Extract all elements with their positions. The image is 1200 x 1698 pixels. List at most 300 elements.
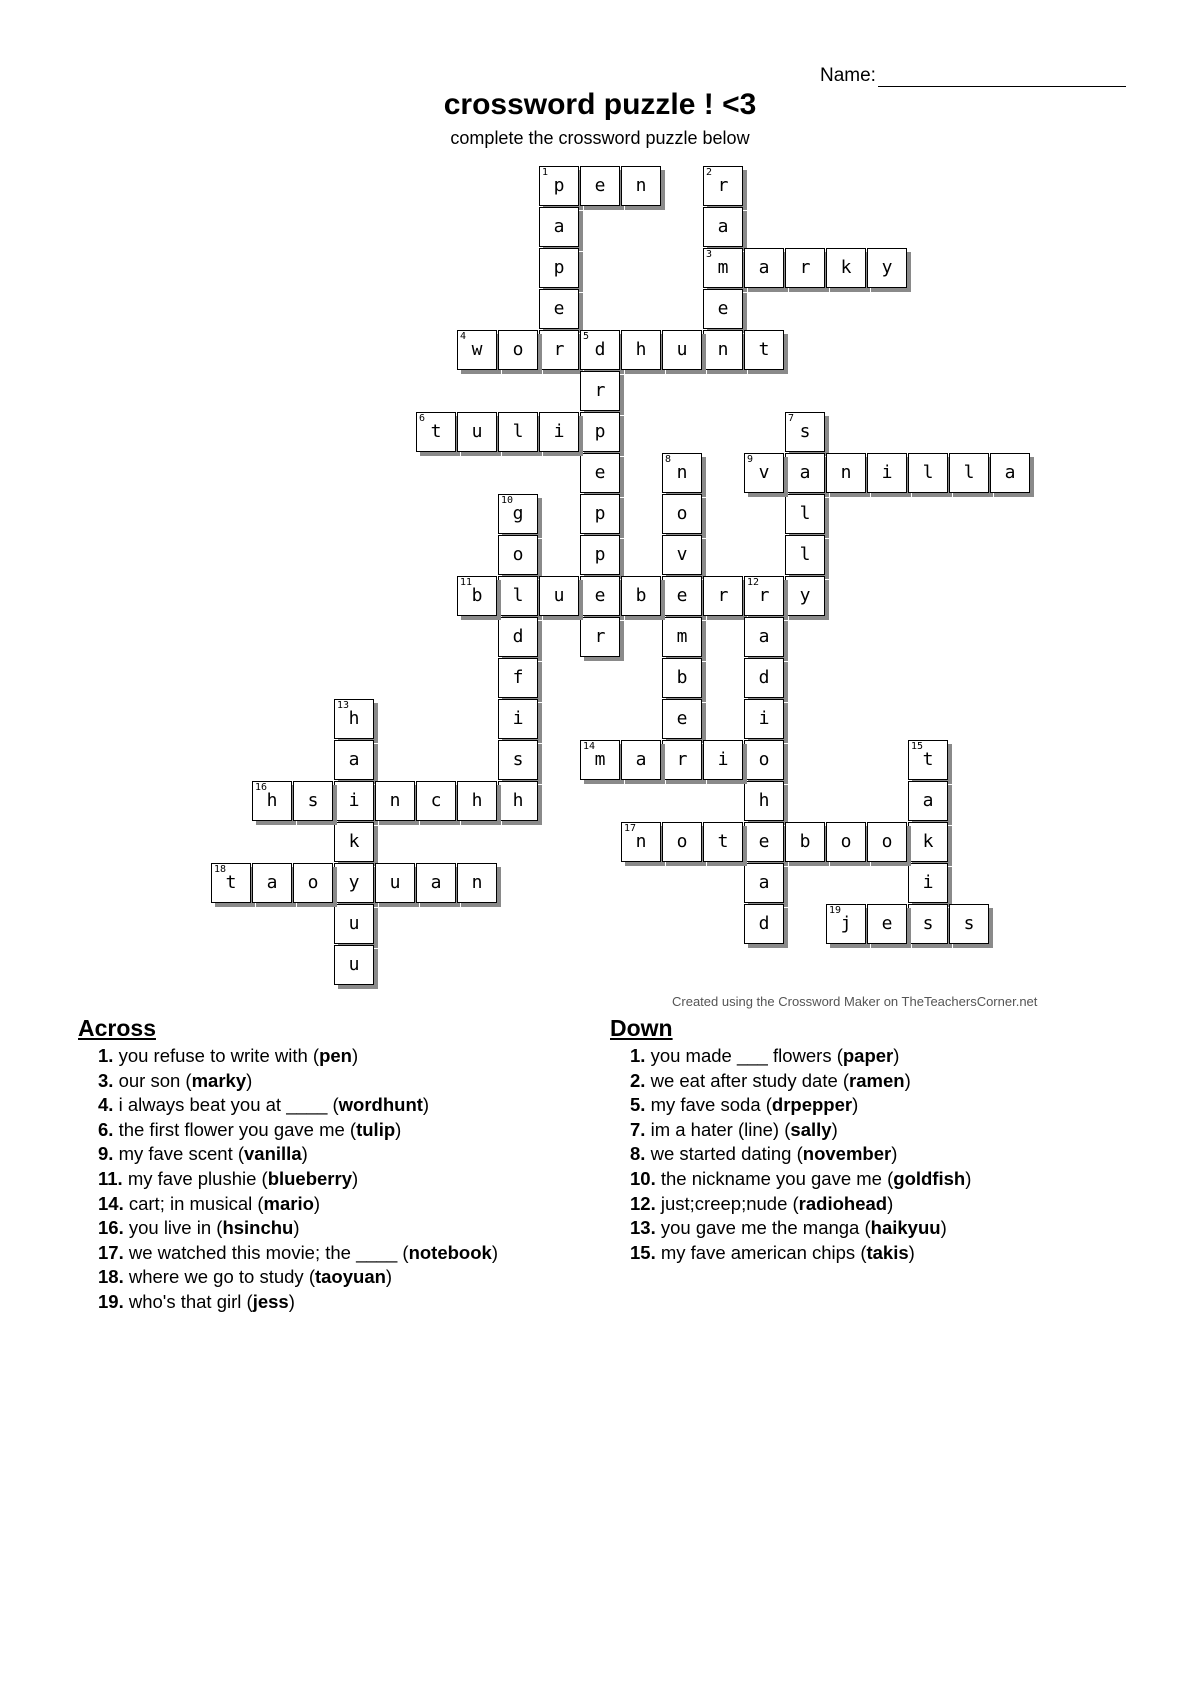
cell-letter: a xyxy=(266,872,278,893)
grid-cell[interactable] xyxy=(252,863,292,903)
clue-number: 16. xyxy=(98,1217,124,1239)
grid-cell[interactable] xyxy=(211,863,251,903)
clue-text: i always beat you at ____ ( xyxy=(113,1094,339,1116)
cell-letter: l xyxy=(512,421,524,442)
cell-letter: k xyxy=(840,257,852,278)
grid-cell[interactable] xyxy=(416,412,456,452)
clue-answer: wordhunt xyxy=(338,1094,423,1116)
clue-text: my fave plushie ( xyxy=(122,1167,268,1189)
cell-letter: b xyxy=(676,667,688,688)
grid-cell[interactable] xyxy=(252,781,292,821)
cell-letter: n xyxy=(471,872,483,893)
grid-cell[interactable] xyxy=(744,248,784,288)
cell-letter: n xyxy=(635,175,647,196)
cell-letter: u xyxy=(553,585,565,606)
clue-number: 19 xyxy=(829,905,842,916)
clue-text: we watched this movie; the ____ ( xyxy=(123,1241,409,1263)
clue-text-end: ) xyxy=(351,1045,359,1066)
clue-text-end: ) xyxy=(831,1118,838,1140)
grid-cell[interactable] xyxy=(375,781,415,821)
grid-cell[interactable] xyxy=(908,904,948,944)
grid-cell[interactable] xyxy=(703,289,743,329)
clue-item xyxy=(98,1142,498,1167)
grid-cell[interactable] xyxy=(744,617,784,657)
grid-cell[interactable] xyxy=(662,617,702,657)
grid-cell[interactable] xyxy=(580,740,620,780)
clue-text: you live in ( xyxy=(123,1217,223,1239)
cell-letter: a xyxy=(1004,462,1016,483)
cell-letter: a xyxy=(799,462,811,483)
grid-cell[interactable] xyxy=(580,453,620,493)
grid-cell[interactable] xyxy=(826,453,866,493)
clue-item xyxy=(630,1118,971,1143)
clue-number: 13. xyxy=(630,1217,656,1239)
cell-letter: o xyxy=(512,339,524,360)
cell-letter: k xyxy=(348,831,360,852)
grid-cell[interactable] xyxy=(580,371,620,411)
cell-letter: i xyxy=(348,790,360,811)
grid-cell[interactable] xyxy=(334,863,374,903)
grid-cell[interactable] xyxy=(498,412,538,452)
clue-text-end: ) xyxy=(940,1217,947,1239)
cell-letter: e xyxy=(676,585,688,606)
clue-answer: november xyxy=(802,1143,892,1165)
cell-letter: s xyxy=(922,913,934,934)
grid-cell[interactable] xyxy=(703,207,743,247)
cell-letter: m xyxy=(676,626,688,647)
cell-letter: e xyxy=(717,298,729,319)
clue-answer: ramen xyxy=(849,1069,905,1091)
cell-letter: o xyxy=(676,831,688,852)
grid-cell[interactable] xyxy=(580,494,620,534)
cell-letter: h xyxy=(348,708,360,729)
clue-number: 9 xyxy=(747,454,754,465)
cell-letter: t xyxy=(430,421,442,442)
cell-letter: s xyxy=(963,913,975,934)
clue-text: we eat after study date ( xyxy=(645,1069,850,1091)
across-heading: Across xyxy=(78,1015,156,1041)
cell-letter: o xyxy=(307,872,319,893)
clue-number: 17. xyxy=(98,1241,124,1263)
cell-letter: d xyxy=(758,667,770,688)
clue-text: im a hater (line) ( xyxy=(645,1118,791,1140)
clue-item xyxy=(98,1118,498,1143)
grid-cell[interactable] xyxy=(334,740,374,780)
clue-item xyxy=(98,1093,498,1118)
down-clue-list xyxy=(610,1044,971,1265)
clue-number: 10 xyxy=(501,495,514,506)
cell-letter: g xyxy=(512,503,524,524)
clue-number: 14. xyxy=(98,1192,124,1214)
grid-cell[interactable] xyxy=(580,330,620,370)
cell-letter: i xyxy=(512,708,524,729)
clue-item xyxy=(98,1044,498,1069)
grid-cell[interactable] xyxy=(949,453,989,493)
clue-item xyxy=(630,1241,971,1266)
cell-letter: u xyxy=(348,954,360,975)
clue-number: 4. xyxy=(98,1094,114,1116)
clue-text-end: ) xyxy=(887,1192,894,1214)
grid-cell[interactable] xyxy=(744,658,784,698)
cell-letter: m xyxy=(594,749,606,770)
cell-letter: y xyxy=(881,257,893,278)
grid-cell[interactable] xyxy=(744,330,784,370)
grid-cell[interactable] xyxy=(334,945,374,985)
cell-letter: i xyxy=(717,749,729,770)
clue-answer: jess xyxy=(252,1290,289,1312)
clue-number: 9. xyxy=(98,1143,114,1165)
clue-text-end: ) xyxy=(893,1045,900,1066)
cell-letter: r xyxy=(799,257,811,278)
cell-letter: e xyxy=(553,298,565,319)
grid-cell[interactable] xyxy=(498,576,538,616)
cell-letter: r xyxy=(594,626,606,647)
grid-cell[interactable] xyxy=(457,412,497,452)
clue-item xyxy=(630,1167,971,1192)
clue-text: the first flower you gave me ( xyxy=(113,1118,357,1140)
grid-cell[interactable] xyxy=(703,166,743,206)
grid-cell[interactable] xyxy=(621,330,661,370)
clue-text: my fave scent ( xyxy=(113,1143,245,1165)
cell-letter: o xyxy=(840,831,852,852)
grid-cell[interactable] xyxy=(498,658,538,698)
clue-number: 1. xyxy=(630,1045,646,1066)
grid-cell[interactable] xyxy=(498,535,538,575)
grid-cell[interactable] xyxy=(580,617,620,657)
clue-answer: tulip xyxy=(356,1118,396,1140)
cell-letter: l xyxy=(512,585,524,606)
cell-letter: a xyxy=(348,749,360,770)
grid-cell[interactable] xyxy=(703,740,743,780)
grid-cell[interactable] xyxy=(744,453,784,493)
clue-number: 10. xyxy=(630,1167,656,1189)
cell-letter: c xyxy=(430,790,442,811)
grid-cell[interactable] xyxy=(744,822,784,862)
cell-letter: n xyxy=(389,790,401,811)
cell-letter: a xyxy=(717,216,729,237)
grid-cell[interactable] xyxy=(375,863,415,903)
clue-answer: notebook xyxy=(408,1241,492,1263)
clue-item xyxy=(630,1093,971,1118)
grid-cell[interactable] xyxy=(867,822,907,862)
grid-cell[interactable] xyxy=(785,535,825,575)
clue-number: 17 xyxy=(624,823,637,834)
grid-cell[interactable] xyxy=(293,781,333,821)
grid-cell[interactable] xyxy=(744,781,784,821)
clue-text-end: ) xyxy=(313,1192,321,1214)
clue-item xyxy=(630,1044,971,1069)
clue-text: we started dating ( xyxy=(645,1143,803,1165)
clue-text-end: ) xyxy=(352,1167,359,1189)
grid-cell[interactable] xyxy=(416,863,456,903)
clue-item xyxy=(98,1265,498,1290)
grid-cell[interactable] xyxy=(744,699,784,739)
cell-letter: e xyxy=(594,585,606,606)
clue-item xyxy=(98,1069,498,1094)
grid-cell[interactable] xyxy=(908,453,948,493)
page-title: crossword puzzle ! <3 xyxy=(443,88,757,121)
grid-cell[interactable] xyxy=(744,863,784,903)
clue-number: 2. xyxy=(630,1069,646,1091)
grid-cell[interactable] xyxy=(580,535,620,575)
grid-cell[interactable] xyxy=(703,822,743,862)
cell-letter: p xyxy=(594,421,606,442)
grid-cell[interactable] xyxy=(498,494,538,534)
grid-cell[interactable] xyxy=(539,289,579,329)
cell-letter: y xyxy=(799,585,811,606)
grid-cell[interactable] xyxy=(744,576,784,616)
cell-letter: t xyxy=(922,749,934,770)
grid-cell[interactable] xyxy=(990,453,1030,493)
grid-cell[interactable] xyxy=(416,781,456,821)
clue-text: where we go to study ( xyxy=(123,1266,315,1288)
clue-number: 6. xyxy=(98,1118,114,1140)
clue-text-end: ) xyxy=(246,1069,253,1091)
clue-text-end: ) xyxy=(491,1241,498,1263)
cell-letter: t xyxy=(225,872,237,893)
clue-number: 19. xyxy=(98,1290,124,1312)
cell-letter: d xyxy=(512,626,524,647)
grid-cell[interactable] xyxy=(949,904,989,944)
cell-letter: h xyxy=(635,339,647,360)
grid-cell[interactable] xyxy=(826,248,866,288)
grid-cell[interactable] xyxy=(867,248,907,288)
grid-cell[interactable] xyxy=(498,617,538,657)
cell-letter: s xyxy=(799,421,811,442)
grid-cell[interactable] xyxy=(703,330,743,370)
grid-cell[interactable] xyxy=(334,822,374,862)
grid-cell[interactable] xyxy=(621,740,661,780)
clue-item xyxy=(98,1241,498,1266)
grid-cell[interactable] xyxy=(539,248,579,288)
grid-cell[interactable] xyxy=(580,576,620,616)
grid-cell[interactable] xyxy=(744,740,784,780)
clue-number: 1 xyxy=(542,167,549,178)
clue-number: 18 xyxy=(214,864,227,875)
cell-letter: i xyxy=(553,421,565,442)
grid-cell[interactable] xyxy=(498,781,538,821)
grid-cell[interactable] xyxy=(662,330,702,370)
cell-letter: a xyxy=(758,626,770,647)
grid-cell[interactable] xyxy=(826,822,866,862)
grid-cell[interactable] xyxy=(908,822,948,862)
cell-letter: u xyxy=(348,913,360,934)
clue-text: my fave soda ( xyxy=(645,1094,772,1116)
clue-item xyxy=(98,1216,498,1241)
clue-text-end: ) xyxy=(422,1094,430,1116)
cell-letter: v xyxy=(676,544,688,565)
clue-text-end: ) xyxy=(301,1143,308,1165)
cell-letter: d xyxy=(758,913,770,934)
clue-number: 5 xyxy=(583,331,590,342)
cell-letter: p xyxy=(594,544,606,565)
grid-cell[interactable] xyxy=(580,166,620,206)
grid-cell[interactable] xyxy=(785,412,825,452)
grid-cell[interactable] xyxy=(539,576,579,616)
cell-letter: k xyxy=(922,831,934,852)
clue-number: 11 xyxy=(460,577,473,588)
grid-cell[interactable] xyxy=(662,699,702,739)
cell-letter: o xyxy=(758,749,770,770)
clue-text: just;creep;nude ( xyxy=(655,1192,799,1214)
grid-cell[interactable] xyxy=(908,781,948,821)
grid-cell[interactable] xyxy=(908,863,948,903)
grid-cell[interactable] xyxy=(293,863,333,903)
clue-item xyxy=(98,1192,498,1217)
clue-number: 18. xyxy=(98,1266,124,1288)
cell-letter: a xyxy=(758,872,770,893)
clue-text-end: ) xyxy=(293,1217,300,1239)
clue-answer: mario xyxy=(263,1192,314,1214)
cell-letter: h xyxy=(512,790,524,811)
clue-text: the nickname you gave me ( xyxy=(655,1167,894,1189)
down-clues xyxy=(610,1015,971,1265)
clue-number: 3. xyxy=(98,1069,114,1091)
grid-cell[interactable] xyxy=(785,494,825,534)
cell-letter: h xyxy=(471,790,483,811)
clue-number: 1. xyxy=(98,1045,114,1066)
cell-letter: a xyxy=(553,216,565,237)
cell-letter: e xyxy=(594,462,606,483)
grid-cell[interactable] xyxy=(457,330,497,370)
cell-letter: n xyxy=(717,339,729,360)
cell-letter: b xyxy=(471,585,483,606)
clue-number: 7. xyxy=(630,1118,646,1140)
cell-letter: l xyxy=(963,462,975,483)
clue-text-end: ) xyxy=(385,1266,393,1288)
grid-cell[interactable] xyxy=(908,740,948,780)
cell-letter: r xyxy=(717,585,729,606)
cell-letter: s xyxy=(307,790,319,811)
grid-cell[interactable] xyxy=(662,576,702,616)
grid-cell[interactable] xyxy=(334,781,374,821)
grid-cell[interactable] xyxy=(662,740,702,780)
cell-letter: l xyxy=(922,462,934,483)
cell-letter: d xyxy=(594,339,606,360)
grid-cell[interactable] xyxy=(662,453,702,493)
clue-number: 13 xyxy=(337,700,350,711)
grid-cell[interactable] xyxy=(539,207,579,247)
clue-answer: paper xyxy=(842,1045,894,1066)
cell-letter: r xyxy=(676,749,688,770)
grid-cell[interactable] xyxy=(867,904,907,944)
cell-letter: p xyxy=(594,503,606,524)
clue-item xyxy=(630,1142,971,1167)
clue-item xyxy=(98,1290,498,1315)
grid-cell[interactable] xyxy=(826,904,866,944)
grid-cell[interactable] xyxy=(662,535,702,575)
cell-letter: p xyxy=(553,257,565,278)
cell-letter: p xyxy=(553,175,565,196)
cell-letter: t xyxy=(717,831,729,852)
grid-cell[interactable] xyxy=(785,248,825,288)
grid-cell[interactable] xyxy=(662,822,702,862)
grid-cell[interactable] xyxy=(498,740,538,780)
cell-letter: e xyxy=(881,913,893,934)
cell-letter: n xyxy=(635,831,647,852)
clue-number: 15 xyxy=(911,741,924,752)
clue-number: 4 xyxy=(460,331,467,342)
grid-cell[interactable] xyxy=(621,166,661,206)
clue-text: my fave american chips ( xyxy=(655,1241,867,1263)
clue-text-end: ) xyxy=(852,1094,859,1116)
grid-cell[interactable] xyxy=(785,822,825,862)
grid-cell[interactable] xyxy=(334,699,374,739)
cell-letter: o xyxy=(512,544,524,565)
grid-cell[interactable] xyxy=(498,330,538,370)
grid-cell[interactable] xyxy=(621,576,661,616)
across-clues xyxy=(78,1015,498,1315)
grid-cell[interactable] xyxy=(744,904,784,944)
cell-letter: h xyxy=(266,790,278,811)
grid-cell[interactable] xyxy=(334,904,374,944)
cell-letter: i xyxy=(758,708,770,729)
cell-letter: f xyxy=(512,667,524,688)
clue-text: you made ___ flowers ( xyxy=(645,1045,843,1066)
clue-answer: takis xyxy=(866,1241,909,1263)
clue-answer: vanilla xyxy=(244,1143,302,1165)
cell-letter: i xyxy=(922,872,934,893)
grid-cell[interactable] xyxy=(457,863,497,903)
clue-text: who's that girl ( xyxy=(123,1290,253,1312)
cell-letter: o xyxy=(676,503,688,524)
grid-cell[interactable] xyxy=(662,658,702,698)
grid-cell[interactable] xyxy=(785,576,825,616)
cell-letter: r xyxy=(717,175,729,196)
clue-number: 5. xyxy=(630,1094,646,1116)
grid-cell[interactable] xyxy=(703,576,743,616)
grid-cell[interactable] xyxy=(867,453,907,493)
grid-cell[interactable] xyxy=(703,248,743,288)
cell-letter: u xyxy=(471,421,483,442)
cell-letter: r xyxy=(553,339,565,360)
grid-cell[interactable] xyxy=(785,453,825,493)
clue-item xyxy=(630,1069,971,1094)
cell-letter: w xyxy=(471,339,483,360)
grid-cell[interactable] xyxy=(539,330,579,370)
clue-answer: marky xyxy=(191,1069,247,1091)
grid-cell[interactable] xyxy=(457,576,497,616)
grid-cell[interactable] xyxy=(457,781,497,821)
cell-letter: e xyxy=(676,708,688,729)
grid-cell[interactable] xyxy=(580,412,620,452)
clue-number: 3 xyxy=(706,249,713,260)
clue-answer: goldfish xyxy=(893,1167,966,1189)
grid-cell[interactable] xyxy=(621,822,661,862)
grid-cell[interactable] xyxy=(539,166,579,206)
clue-text-end: ) xyxy=(908,1241,915,1263)
grid-cell[interactable] xyxy=(498,699,538,739)
down-heading: Down xyxy=(610,1015,673,1041)
clue-item xyxy=(630,1216,971,1241)
cell-letter: t xyxy=(758,339,770,360)
clue-number: 6 xyxy=(419,413,426,424)
clue-number: 8. xyxy=(630,1143,646,1165)
cell-letter: v xyxy=(758,462,770,483)
clue-item xyxy=(630,1192,971,1217)
clue-number: 11. xyxy=(98,1167,123,1189)
clue-answer: pen xyxy=(319,1045,352,1066)
grid-cell[interactable] xyxy=(662,494,702,534)
clue-number: 12. xyxy=(630,1192,656,1214)
cell-letter: n xyxy=(840,462,852,483)
clue-text-end: ) xyxy=(395,1118,402,1140)
cell-letter: l xyxy=(799,503,811,524)
clue-answer: taoyuan xyxy=(314,1266,386,1288)
clue-answer: sally xyxy=(790,1118,832,1140)
cell-letter: r xyxy=(594,380,606,401)
grid-cell[interactable] xyxy=(539,412,579,452)
